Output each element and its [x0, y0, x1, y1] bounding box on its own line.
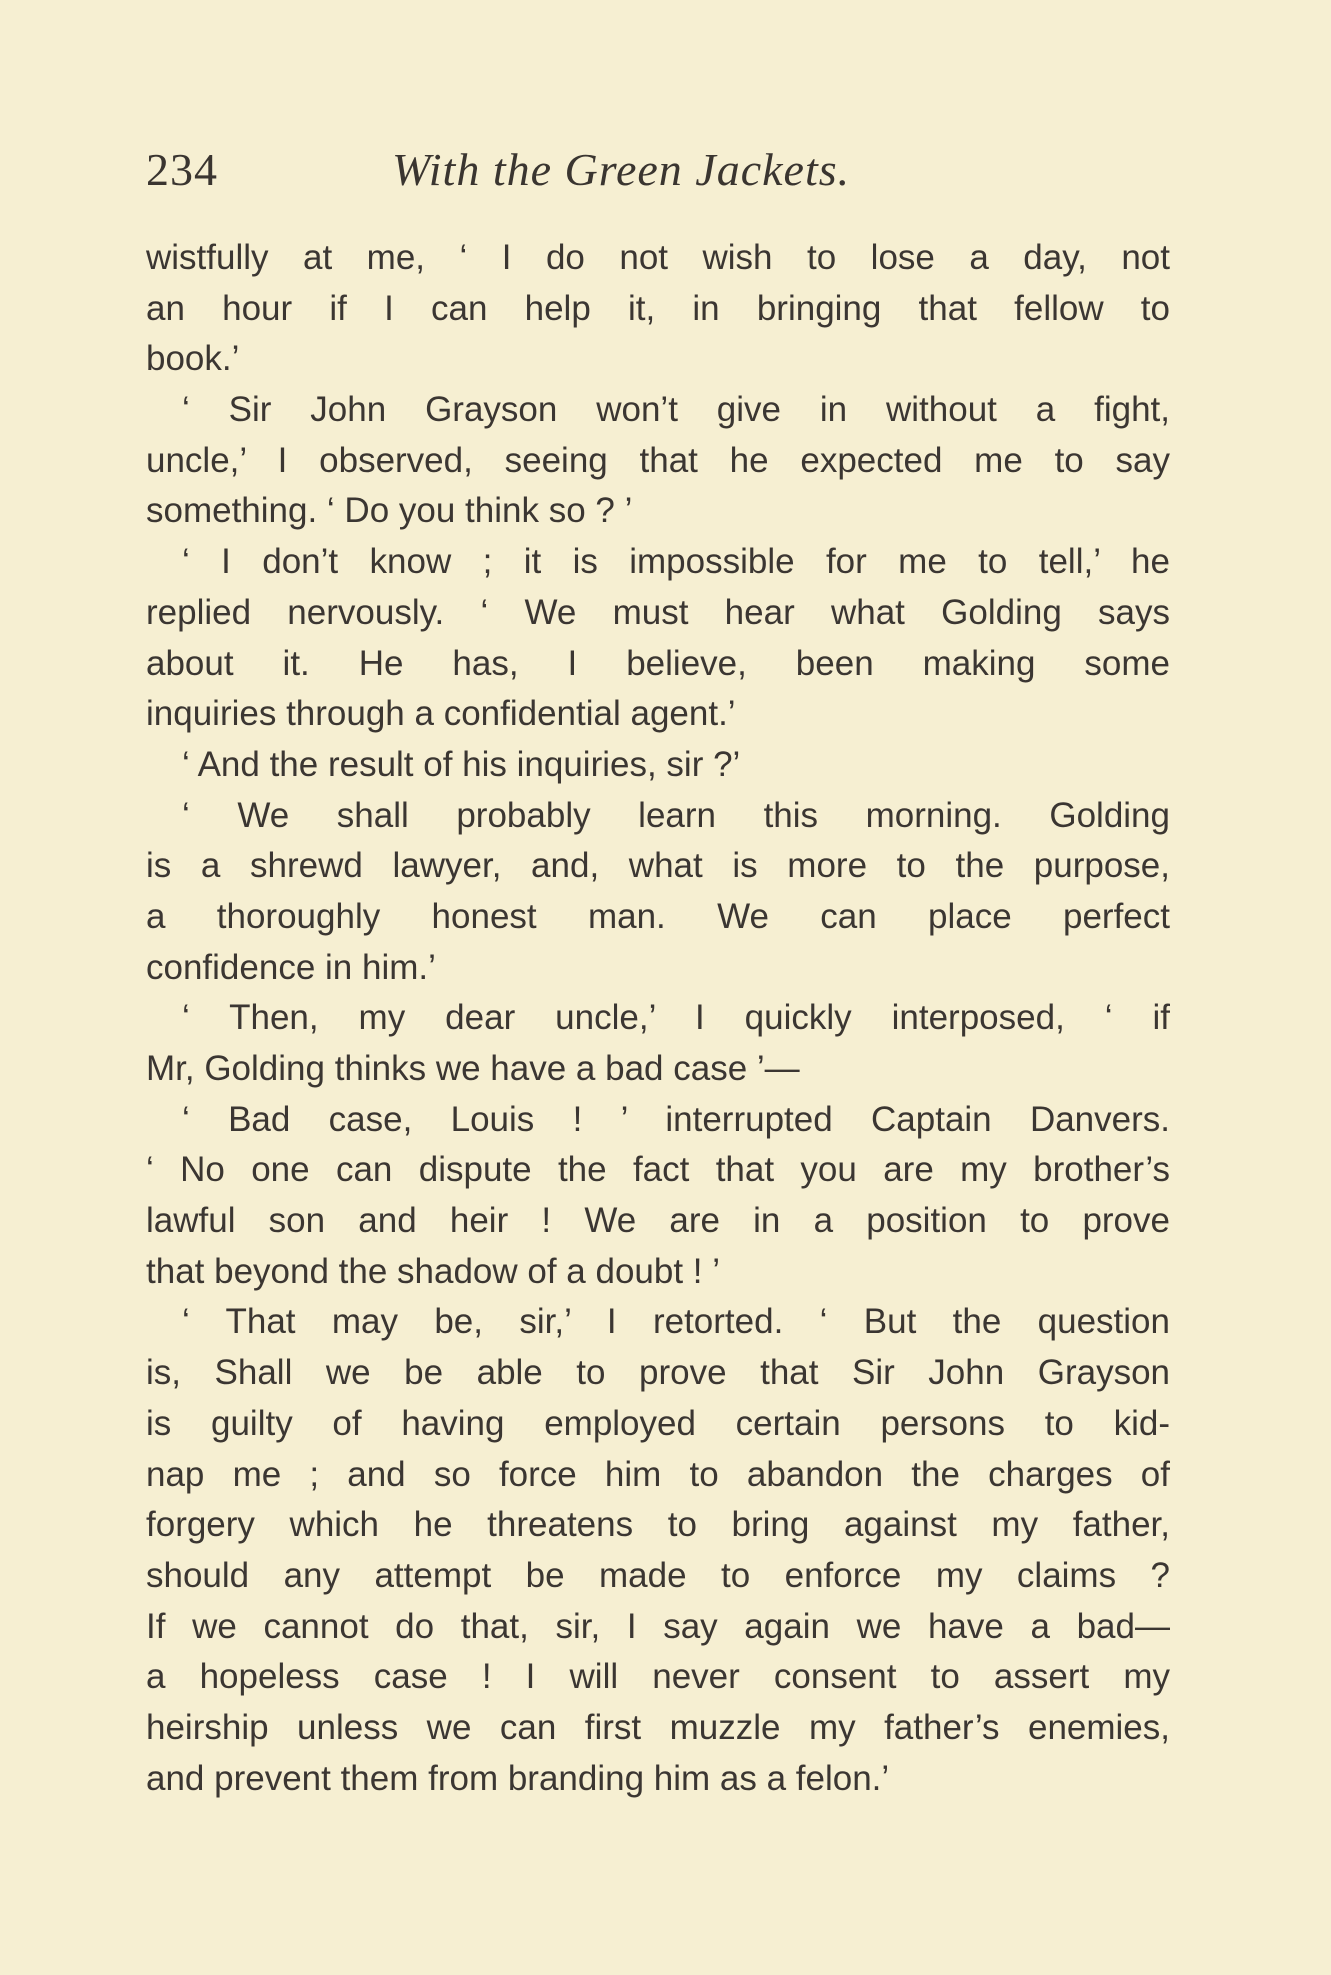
text-line: ‘ Bad case, Louis ! ’ interrupted Captain Danvers.	[182, 1099, 1170, 1139]
text-line: that beyond the shadow of a doubt ! ’	[146, 1251, 721, 1291]
text-line: ‘ And the result of his inquiries, sir ?’	[182, 744, 741, 784]
text-line: ‘ That may be, sir,’ I retorted. ‘ But the question	[182, 1302, 1170, 1342]
text-line: ‘ I don’t know ; it is impossible for me to tell,’ he	[182, 542, 1170, 582]
text-line: book.’	[146, 339, 240, 379]
text-line: is a shrewd lawyer, and, what is more to the purpose,	[146, 846, 1170, 886]
text-line: forgery which he threatens to bring against my father,	[146, 1505, 1170, 1545]
text-line: a thoroughly honest man. We can place perfect	[146, 896, 1170, 936]
text-line: lawful son and heir ! We are in a position to prove	[146, 1201, 1170, 1241]
text-line: nap me ; and so force him to abandon the charges of	[146, 1454, 1170, 1494]
text-line: an hour if I can help it, in bringing that fellow to	[146, 288, 1170, 328]
text-line: heirship unless we can first muzzle my father’s enemies,	[146, 1707, 1170, 1747]
text-line: Mr, Golding thinks we have a bad case ’—	[146, 1049, 800, 1088]
text-line: If we cannot do that, sir, I say again we have a bad—	[146, 1606, 1170, 1646]
body-text	[146, 233, 1170, 1804]
text-line: about it. He has, I believe, been making some	[146, 643, 1170, 683]
text-line: replied nervously. ‘ We must hear what Golding says	[146, 592, 1170, 632]
text-line: confidence in him.’	[146, 947, 436, 987]
text-line: something. ‘ Do you think so ? ’	[146, 491, 633, 531]
text-line: ‘ We shall probably learn this morning. Golding	[182, 795, 1170, 835]
text-line: inquiries through a confidential agent.’	[146, 694, 736, 734]
text-line: wistfully at me, ‘ I do not wish to lose a day, not	[146, 238, 1170, 277]
text-line: ‘ Then, my dear uncle,’ I quickly interposed, ‘ if	[182, 998, 1170, 1038]
running-head	[146, 140, 1166, 210]
text-line: ‘ Sir John Grayson won’t give in without a fight,	[182, 390, 1170, 430]
text-line: ‘ No one can dispute the fact that you are my brother’s	[146, 1150, 1170, 1190]
text-line: is, Shall we be able to prove that Sir John Grayson	[146, 1353, 1170, 1393]
text-line: is guilty of having employed certain persons to kid-	[146, 1403, 1170, 1443]
text-line: and prevent them from branding him as a felon.’	[146, 1758, 890, 1798]
page-number: 234	[146, 144, 218, 195]
text-line: should any attempt be made to enforce my claims ?	[146, 1555, 1170, 1595]
text-line: uncle,’ I observed, seeing that he expected me to say	[146, 440, 1170, 480]
text-line: a hopeless case ! I will never consent to assert my	[146, 1657, 1170, 1697]
running-title: With the Green Jackets.	[392, 144, 851, 195]
